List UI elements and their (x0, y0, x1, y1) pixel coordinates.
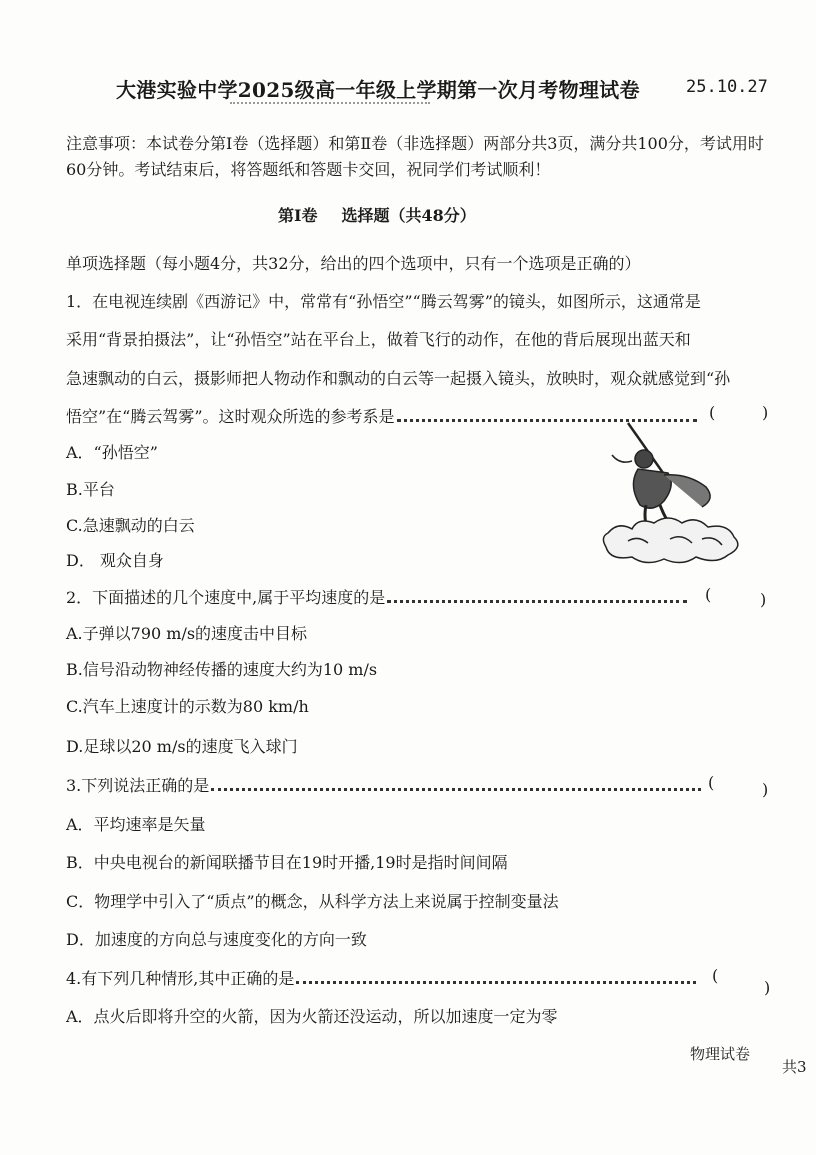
exam-notice: 注意事项：本试卷分第Ⅰ卷（选择题）和第Ⅱ卷（非选择题）两部分共3页，满分共100分，考试用时60分钟。考试结束后，将答题纸和答题卡交回，祝同学们考试顺利！ (66, 134, 764, 179)
leader-dots (211, 782, 701, 791)
leader-dots (296, 975, 696, 984)
question-2-option-a: A.子弹以790 m/s的速度击中目标 (66, 624, 308, 643)
question-3-option-b: B．中央电视台的新闻联播节目在19时开播,19时是指时间间隔 (66, 853, 508, 872)
answer-bracket-open: ( (708, 773, 715, 792)
question-3-option-c: C．物理学中引入了“质点”的概念，从科学方法上来说属于控制变量法 (66, 892, 559, 911)
section-name: 选择题（共48分） (341, 206, 476, 225)
question-2-option-c: C.汽车上速度计的示数为80 km/h (66, 697, 309, 716)
answer-bracket-open: ( (709, 403, 716, 422)
question-1-option-b: B.平台 (66, 480, 115, 499)
instructions: 单项选择题（每小题4分，共32分，给出的四个选项中，只有一个选项是正确的） (66, 254, 641, 273)
question-1-stem-line-3: 急速飘动的白云，摄影师把人物动作和飘动的白云等一起摄入镜头，放映时，观众就感觉到“孙 (66, 369, 731, 388)
answer-bracket-close: ) (764, 978, 771, 997)
question-4-option-a: A．点火后即将升空的火箭，因为火箭还没运动，所以加速度一定为零 (66, 1007, 558, 1026)
answer-bracket-close: ) (762, 403, 769, 422)
question-1-stem-line-4: 悟空”在“腾云驾雾”。这时观众所选的参考系是 (66, 404, 699, 427)
title-underline-divider (230, 102, 430, 104)
question-1-option-a: A．“孙悟空” (66, 443, 158, 462)
question-2-stem: 2．下面描述的几个速度中,属于平均速度的是 (66, 585, 689, 608)
question-3-stem: 3.下列说法正确的是 (66, 773, 703, 796)
answer-bracket-close: ) (760, 590, 767, 609)
question-4-stem: 4.有下列几种情形,其中正确的是 (66, 966, 698, 989)
question-1-stem-line-2: 采用“背景拍摄法”，让“孙悟空”站在平台上，做着飞行的动作，在他的背后展现出蓝天和 (66, 330, 691, 349)
question-1-stem-line-1: 1．在电视连续剧《西游记》中，常常有“孙悟空”“腾云驾雾”的镜头，如图所示，这通常是 (66, 292, 701, 311)
question-2-option-b: B.信号沿动物神经传播的速度大约为10 m/s (66, 660, 378, 679)
leader-dots (387, 594, 687, 603)
question-3-option-d: D．加速度的方向总与速度变化的方向一致 (66, 930, 367, 949)
section-heading (278, 203, 476, 226)
question-2-option-d: D.足球以20 m/s的速度飞入球门 (66, 737, 298, 756)
question-1-option-c: C.急速飘动的白云 (66, 516, 195, 535)
question-1-option-d: D． 观众自身 (66, 551, 164, 570)
answer-bracket-open: ( (712, 966, 719, 985)
answer-bracket-open: ( (705, 585, 712, 604)
exam-title: 大港实验中学2025级高一年级上学期第一次月考物理试卷 (116, 78, 640, 102)
section-part: 第Ⅰ卷 (278, 206, 318, 225)
question-3-option-a: A．平均速率是矢量 (66, 815, 206, 834)
footer-page-count: 共3 (782, 1058, 807, 1076)
monkey-king-on-cloud-illustration (598, 415, 748, 575)
footer-subject: 物理试卷 (690, 1045, 751, 1063)
exam-date: 25.10.27 (686, 77, 768, 97)
answer-bracket-close: ) (762, 780, 769, 799)
